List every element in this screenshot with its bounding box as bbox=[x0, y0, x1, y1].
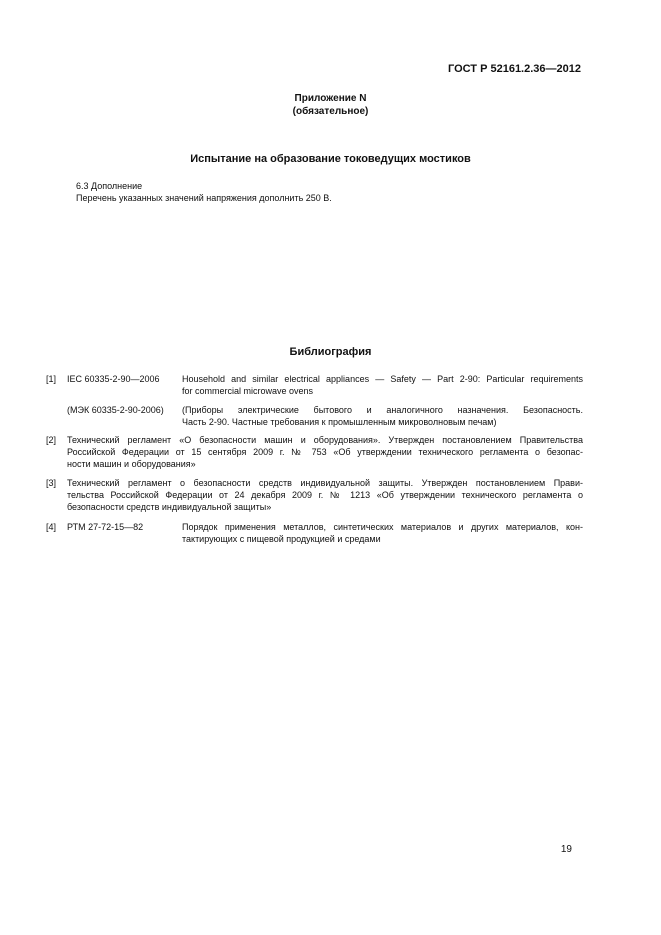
annex-heading bbox=[0, 92, 661, 118]
annex-type: (обязательное) bbox=[292, 106, 369, 117]
bib-entry-4-num: [4] bbox=[46, 522, 57, 532]
bib-entry-1-line-1: Household and similar electrical appliances — Safety — Part 2-90: Particular requirements bbox=[182, 374, 583, 384]
bib-entry-4-line-2: тактирующих с пищевой продукцией и средами bbox=[182, 534, 381, 544]
bib-entry-3-num: [3] bbox=[46, 478, 57, 488]
clause-text: Перечень указанных значений напряжения дополнить 250 В. bbox=[76, 193, 332, 203]
bib-entry-2-line-1: Технический регламент «О безопасности машин и оборудования». Утвержден постановлением Правительства bbox=[67, 435, 583, 445]
annex-title: Приложение N bbox=[294, 93, 367, 104]
bib-entry-1ru-code: (МЭК 60335-2-90-2006) bbox=[67, 405, 164, 415]
bib-entry-2-line-3: ности машин и оборудования» bbox=[67, 459, 196, 469]
bib-entry-1ru-line-1: (Приборы электрические бытового и аналогичного назначения. Безопасность. bbox=[182, 405, 583, 415]
bibliography-title: Библиография bbox=[289, 346, 372, 358]
bib-entry-2-num: [2] bbox=[46, 435, 57, 445]
bib-entry-3-line-3: безопасности средств индивидуальной защиты» bbox=[67, 502, 272, 512]
bib-entry-1-text bbox=[182, 373, 583, 397]
bib-entry-4-text bbox=[182, 521, 583, 545]
page-number: 19 bbox=[560, 844, 572, 855]
bib-entry-4-line-1: Порядок применения металлов, синтетических материалов и других материалов, кон- bbox=[182, 522, 583, 532]
bib-entry-3-line-2: тельства Российской Федерации от 24 декабря 2009 г. № 1213 «Об утверждении технического регламента о bbox=[67, 490, 583, 500]
section-body bbox=[76, 180, 332, 204]
section-title: Испытание на образование токоведущих мостиков bbox=[190, 153, 471, 165]
bib-entry-1ru-text bbox=[182, 404, 583, 428]
bib-entry-4-code: РТМ 27-72-15—82 bbox=[67, 522, 144, 532]
bib-entry-2-text bbox=[67, 434, 583, 470]
bib-entry-3-text bbox=[67, 477, 583, 513]
standard-id: ГОСТ Р 52161.2.36—2012 bbox=[447, 63, 581, 75]
bib-entry-1-num: [1] bbox=[46, 374, 57, 384]
bib-entry-1-line-2: for commercial microwave ovens bbox=[182, 386, 314, 396]
bib-entry-3-line-1: Технический регламент о безопасности средств индивидуальной защиты. Утвержден постановлением Прави- bbox=[67, 478, 583, 488]
bib-entry-2-line-2: Российской Федерации от 15 сентября 2009 г. № 753 «Об утверждении технического регламента о безопас- bbox=[67, 447, 583, 457]
bib-entry-1ru-line-2: Часть 2-90. Частные требования к промышленным микроволновым печам) bbox=[182, 417, 497, 427]
clause-label: 6.3 Дополнение bbox=[76, 181, 143, 191]
bib-entry-1-code: IEC 60335-2-90—2006 bbox=[67, 374, 160, 384]
